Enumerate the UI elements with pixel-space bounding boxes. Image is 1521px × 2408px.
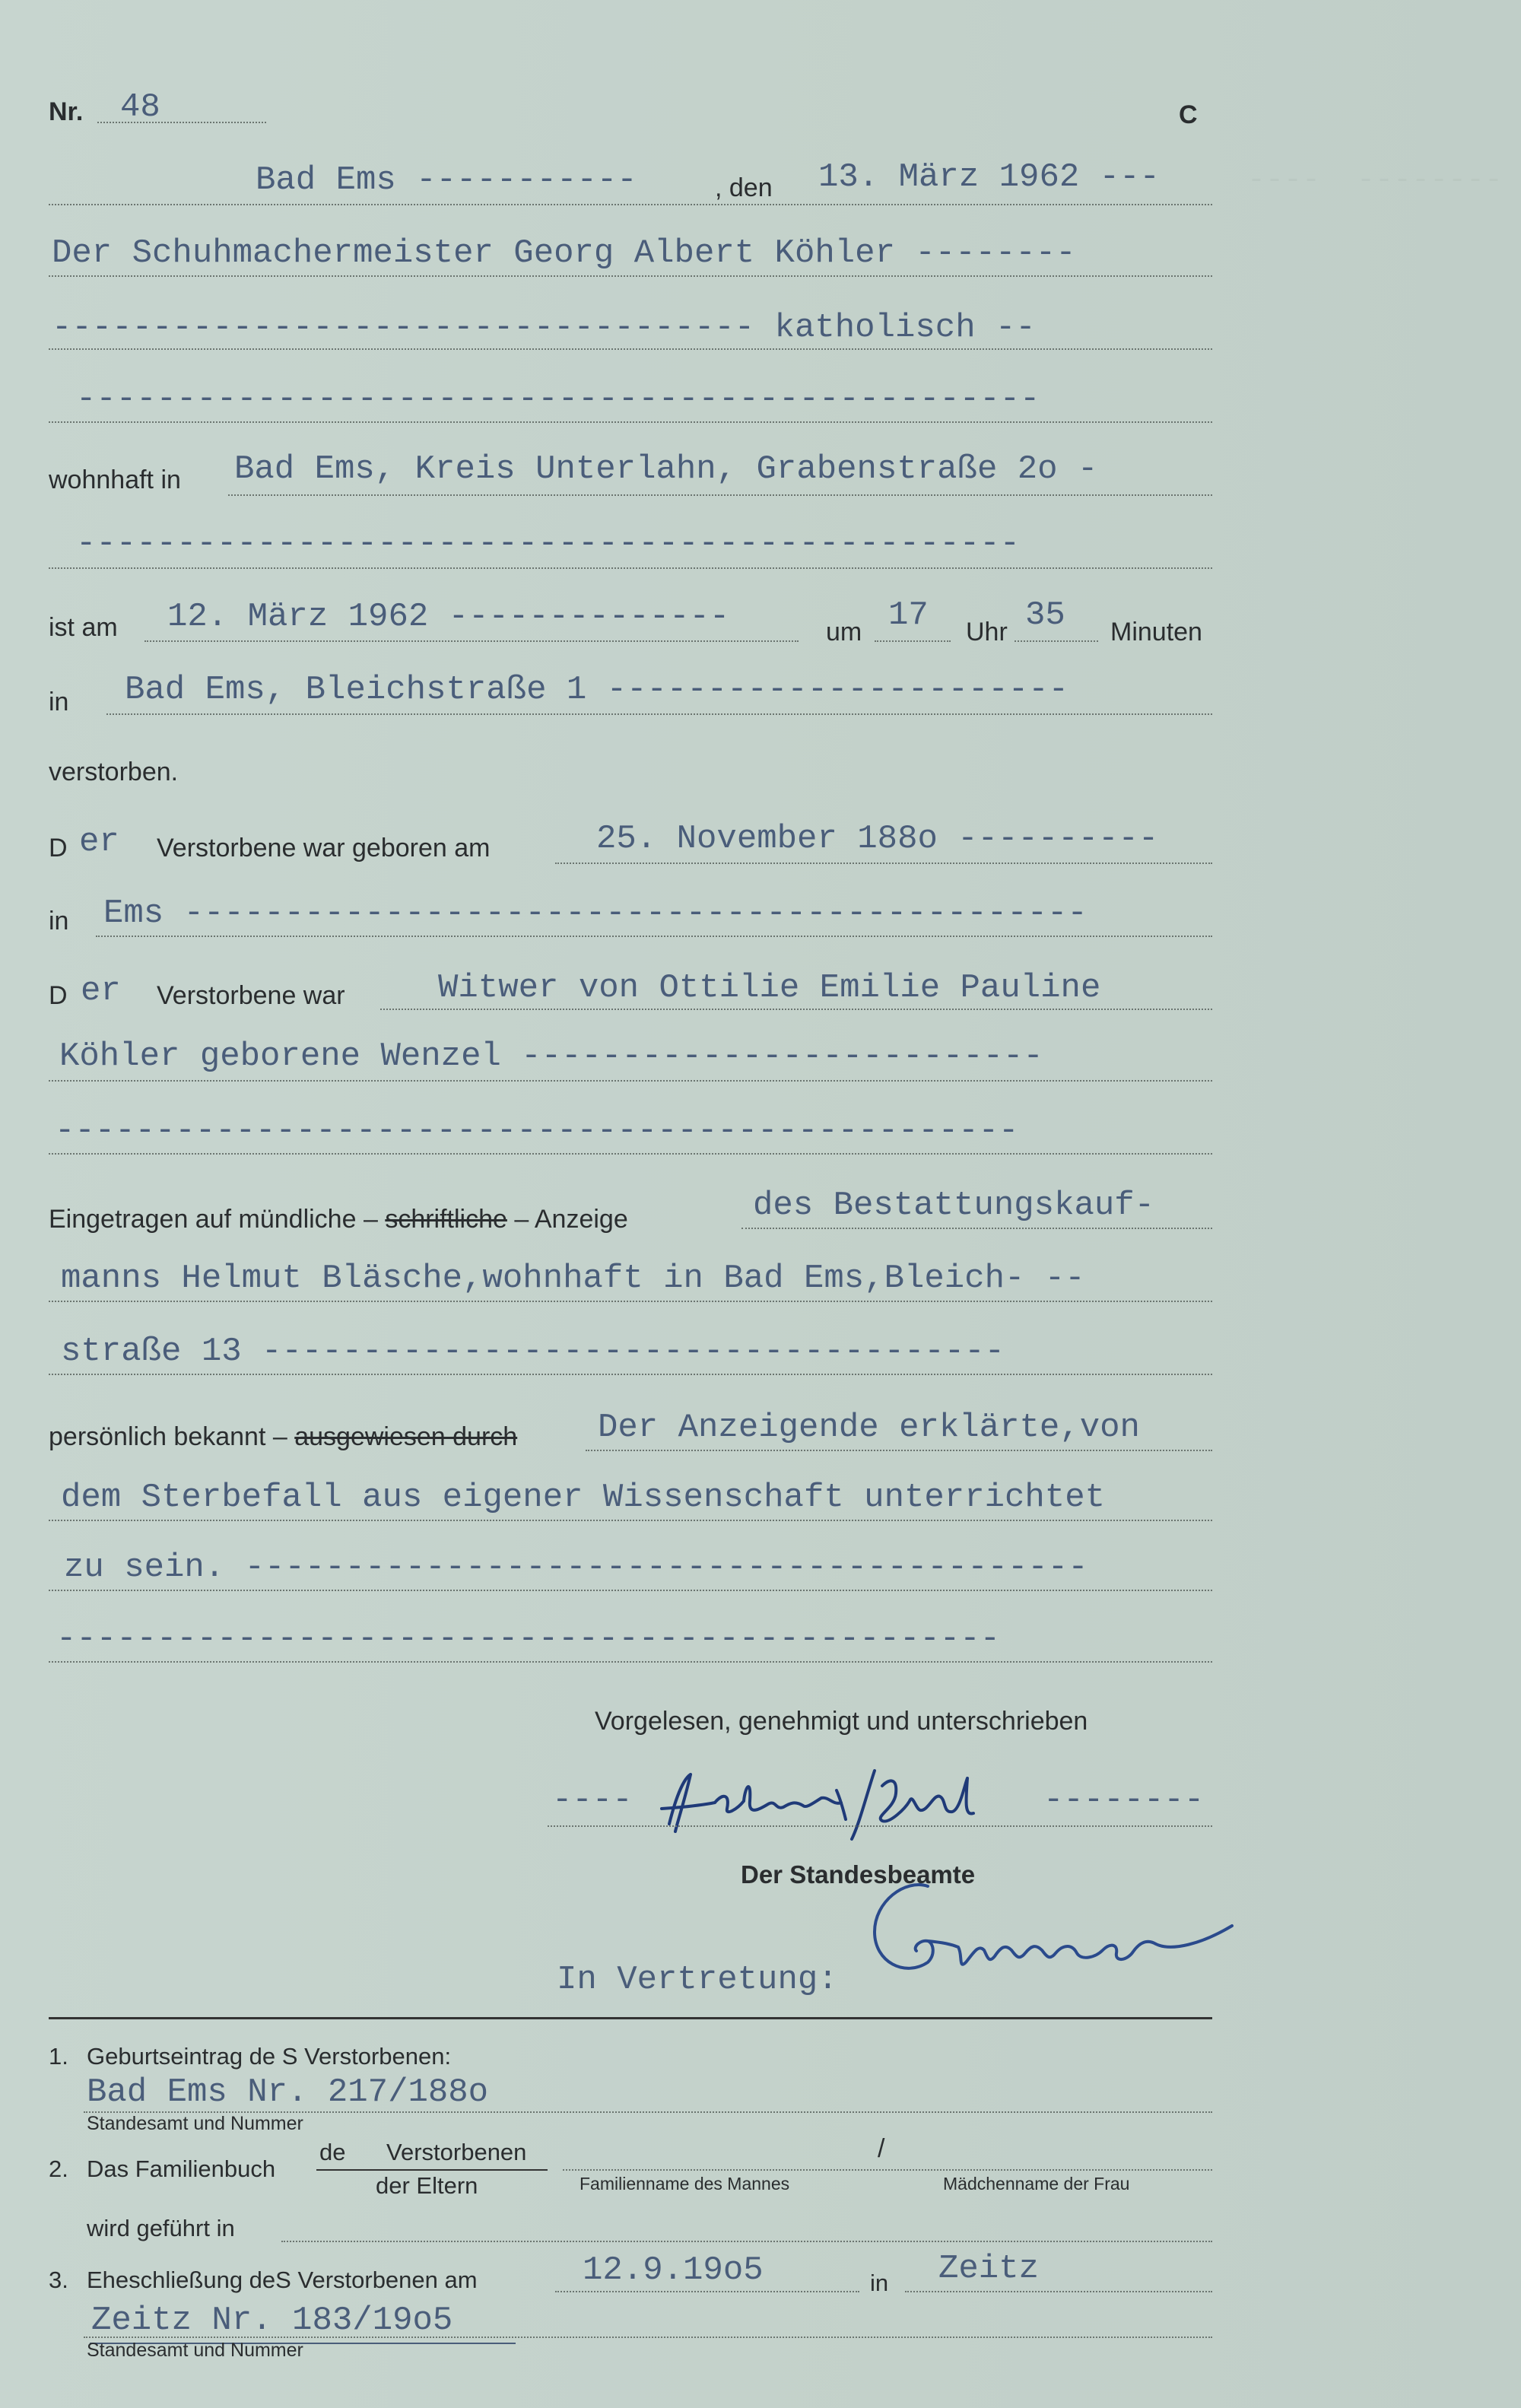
note-1-value: Bad Ems Nr. 217/188o bbox=[87, 2073, 489, 2111]
nr-label: Nr. bbox=[49, 97, 84, 126]
death-date-line bbox=[144, 640, 799, 642]
registration-label-struck: schriftliche bbox=[385, 1205, 507, 1234]
note-2-kept-label: wird geführt in bbox=[87, 2215, 235, 2241]
note-3-in-label: in bbox=[870, 2270, 889, 2296]
identity-line-3: zu sein. ------------------------------------------ bbox=[64, 1549, 1088, 1587]
note-2-number: 2. bbox=[49, 2155, 68, 2182]
identity-label-start: persönlich bekannt – bbox=[49, 1422, 287, 1451]
ist-am-label: ist am bbox=[49, 613, 118, 642]
registration-label-end: – Anzeige bbox=[514, 1205, 628, 1234]
registration-label-start: Eingetragen auf mündliche – bbox=[49, 1205, 378, 1234]
identity-line-1: Der Anzeigende erklärte,von bbox=[598, 1409, 1140, 1447]
death-place-line bbox=[106, 713, 1212, 715]
birth-date: 25. November 188o ---------- bbox=[596, 820, 1159, 858]
date-line bbox=[49, 204, 1212, 205]
status-label: Verstorbene war bbox=[157, 981, 345, 1010]
note-2-label: Das Familienbuch bbox=[87, 2155, 276, 2182]
registrar-signature bbox=[844, 1871, 1240, 1993]
informant-dashes-left: ---- bbox=[552, 1781, 633, 1819]
deceased-line-1: Der Schuhmachermeister Georg Albert Köhler -------- bbox=[52, 234, 1076, 272]
registration-line-1: des Bestattungskauf- bbox=[753, 1187, 1155, 1225]
note-1-label-end: Verstorbenen: bbox=[304, 2043, 452, 2070]
note-1-caption: Standesamt und Nummer bbox=[87, 2113, 303, 2134]
footer-separator bbox=[49, 2017, 1212, 2019]
den-label: , den bbox=[715, 173, 773, 202]
person-line-3 bbox=[49, 421, 1212, 423]
identity-rule-2 bbox=[49, 1520, 1212, 1521]
status-line-1: Witwer von Ottilie Emilie Pauline bbox=[438, 969, 1101, 1007]
nr-value: 48 bbox=[120, 88, 160, 126]
note-2-top: Verstorbenen bbox=[386, 2139, 527, 2165]
note-2-kept-line bbox=[281, 2241, 1212, 2242]
death-hour: 17 bbox=[888, 596, 929, 634]
birth-in-label: in bbox=[49, 907, 69, 936]
deceased-line-2: ----------------------------------- katholisch -- bbox=[52, 309, 1036, 347]
status-rule-2 bbox=[49, 1080, 1212, 1082]
note-2-de: de bbox=[319, 2139, 346, 2165]
note-3-date-line bbox=[555, 2291, 859, 2292]
registration-rule-1 bbox=[741, 1228, 1212, 1229]
minuten-label: Minuten bbox=[1110, 618, 1202, 646]
residence-rule-1 bbox=[228, 494, 1212, 496]
note-3-number: 3. bbox=[49, 2267, 68, 2293]
note-2-fraction-line bbox=[316, 2169, 548, 2171]
residence-line-2: ----------------------------------------------- bbox=[76, 525, 1021, 563]
note-1-suffix: S bbox=[281, 2043, 298, 2070]
uhr-label: Uhr bbox=[966, 618, 1008, 646]
person-line-1 bbox=[49, 275, 1212, 277]
note-3-place: Zeitz bbox=[938, 2250, 1040, 2288]
identity-line-4: ----------------------------------------------- bbox=[56, 1620, 1001, 1658]
note-2-rule bbox=[563, 2169, 1212, 2171]
note-3-label-text: Eheschließung de bbox=[87, 2267, 276, 2293]
residence-rule-2 bbox=[49, 567, 1212, 569]
note-3-place-line bbox=[905, 2291, 1212, 2292]
death-date: 12. März 1962 -------------- bbox=[167, 598, 730, 636]
status-line-2: Köhler geborene Wenzel -------------------------- bbox=[59, 1037, 1043, 1075]
registry-date: 13. März 1962 --- bbox=[818, 158, 1160, 196]
identity-rule-1 bbox=[586, 1450, 1212, 1451]
registration-rule-2 bbox=[49, 1301, 1212, 1302]
death-minute: 35 bbox=[1025, 596, 1065, 634]
note-1-label-text: Geburtseintrag de bbox=[87, 2043, 276, 2070]
informant-signature bbox=[654, 1763, 1011, 1847]
note-3-line bbox=[84, 2337, 1212, 2338]
note-3-label-end: Verstorbenen am bbox=[297, 2267, 478, 2293]
birth-article: er bbox=[79, 823, 119, 861]
read-approved-label: Vorgelesen, genehmigt und unterschrieben bbox=[595, 1707, 1088, 1736]
residence-line-1: Bad Ems, Kreis Unterlahn, Grabenstraße 2o - bbox=[234, 450, 1098, 488]
deputy-label: In Vertretung: bbox=[557, 1961, 838, 1999]
informant-dashes-right: -------- bbox=[1043, 1781, 1205, 1819]
status-line-3: ------------------------------------------------ bbox=[55, 1112, 1019, 1150]
note-1-number: 1. bbox=[49, 2043, 68, 2070]
status-article: er bbox=[81, 972, 121, 1010]
nr-line bbox=[97, 122, 266, 123]
person-line-2 bbox=[49, 348, 1212, 350]
note-1-line bbox=[84, 2111, 1212, 2113]
registration-label bbox=[49, 1205, 628, 1234]
residence-label: wohnhaft in bbox=[49, 465, 181, 494]
note-1-label bbox=[87, 2043, 451, 2070]
status-d-label: D bbox=[49, 981, 68, 1010]
corner-letter: C bbox=[1179, 100, 1198, 129]
registry-place: Bad Ems ----------- bbox=[256, 161, 637, 199]
verstorben-label: verstorben. bbox=[49, 758, 179, 786]
hour-line bbox=[875, 640, 951, 642]
death-in-label: in bbox=[49, 688, 69, 716]
birth-d-label: D bbox=[49, 834, 68, 862]
um-label: um bbox=[826, 618, 862, 646]
status-rule-1 bbox=[380, 1009, 1212, 1010]
note-3-date: 12.9.19o5 bbox=[583, 2251, 764, 2289]
registration-line-2: manns Helmut Bläsche,wohnhaft in Bad Ems,Bleich- -- bbox=[61, 1260, 1085, 1298]
note-3-value: Zeitz Nr. 183/19o5 bbox=[91, 2302, 453, 2340]
birth-place: Ems --------------------------------------------- bbox=[103, 894, 1088, 932]
informant-sign-line bbox=[548, 1825, 1212, 1827]
identity-label bbox=[49, 1422, 517, 1452]
note-2-slash: / bbox=[878, 2134, 885, 2163]
registration-rule-3 bbox=[49, 1374, 1212, 1375]
identity-line-2: dem Sterbefall aus eigener Wissenschaft unterrichtet bbox=[61, 1479, 1106, 1517]
note-2-caption-husband: Familienname des Mannes bbox=[580, 2174, 790, 2194]
note-2-bottom: der Eltern bbox=[376, 2172, 478, 2199]
status-rule-3 bbox=[49, 1153, 1212, 1155]
deceased-line-3: ------------------------------------------------ bbox=[76, 380, 1040, 418]
bleed-through: ---- -------- bbox=[1247, 164, 1504, 198]
registrar-label: Der Standesbeamte bbox=[741, 1860, 976, 1889]
identity-rule-3 bbox=[49, 1590, 1212, 1591]
note-3-label bbox=[87, 2267, 478, 2294]
identity-label-struck: ausgewiesen durch bbox=[294, 1422, 518, 1451]
minute-line bbox=[1015, 640, 1098, 642]
death-place: Bad Ems, Bleichstraße 1 ----------------------- bbox=[125, 671, 1069, 709]
note-2-caption-wife: Mädchenname der Frau bbox=[943, 2174, 1130, 2194]
birth-place-line bbox=[96, 936, 1212, 937]
birth-label: Verstorbene war geboren am bbox=[157, 834, 491, 862]
identity-rule-4 bbox=[49, 1661, 1212, 1663]
registration-line-3: straße 13 ------------------------------------- bbox=[61, 1333, 1005, 1371]
note-3-caption: Standesamt und Nummer bbox=[87, 2340, 303, 2361]
note-3-suffix: S bbox=[275, 2267, 291, 2293]
birth-date-line bbox=[555, 862, 1212, 864]
